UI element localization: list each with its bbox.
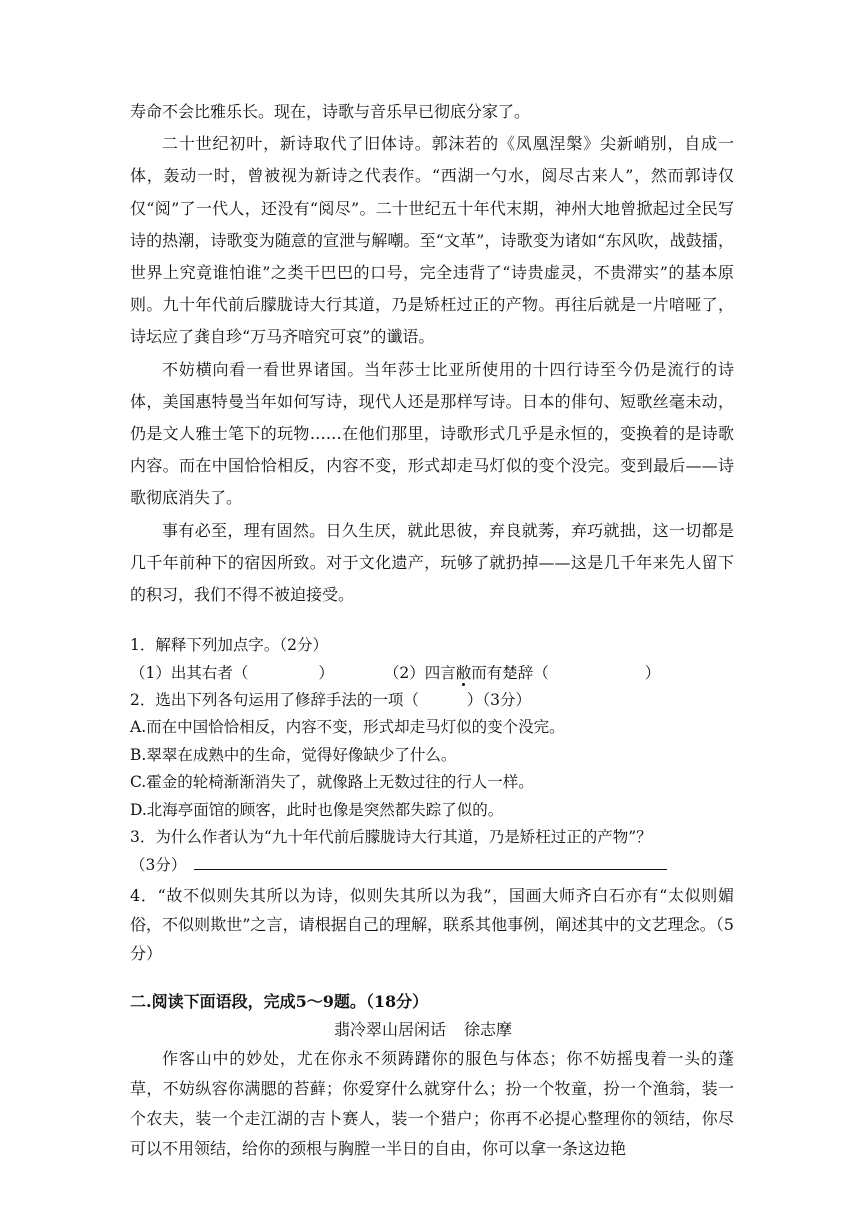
question-4: 4．“故不似则失其所以为诗，似则失其所以为我”，国画大师齐白石亦有“太似则媚俗，不似则欺世”之言，请根据自己的理解，联系其他事例，阐述其中的文艺理念。（5分） (130, 885, 734, 963)
paragraph-3: 不妨横向看一看世界诸国。当年莎士比亚所使用的十四行诗至今仍是流行的诗体，美国惠特曼当年如何写诗，现代人还是那样写诗。日本的俳句、短歌丝毫未动，仍是文人雅士笔下的玩物……在他们那里，诗歌形式几乎是永恒的，变换着的是诗歌内容。而在中国恰恰相反，内容不变，形式却走马灯似的变个没完。变到最后——诗歌彻底消失了。 (130, 359, 734, 508)
document-page (130, 96, 734, 1164)
question-2-score: ）（3分） (466, 691, 531, 710)
paragraph-2: 二十世纪初叶，新诗取代了旧体诗。郭沫若的《凤凰涅槃》尖新峭别，自成一体，轰动一时，曾被视为新诗之代表作。“西湖一勺水，阅尽古来人”，然而郭诗仅仅“阅”了一代人，还没有“阅尽”。二十世纪五十年代末期，神州大地曾掀起过全民写诗的热潮，诗歌变为随意的宣泄与解嘲。至“文革”，诗歌变为诸如“东风吹，战鼓擂，世界上究竟谁怕谁”之类干巴巴的口号，完全违背了“诗贵虚灵，不贵滞实”的基本原则。九十年代前后朦胧诗大行其道，乃是矫枉过正的产物。再往后就是一片喑哑了，诗坛应了龚自珍“万马齐喑究可哀”的谶语。 (130, 134, 734, 347)
option-d: D.北海亭面馆的顾客，此时也像是突然都失踪了似的。 (130, 800, 504, 819)
question-3-score: （3分） (130, 855, 187, 874)
section-2-paragraph: 作客山中的妙处，尤在你永不须踌躇你的服色与体态；你不妨摇曳着一头的蓬草，不妨纵容你满腮的苔藓；你爱穿什么就穿什么；扮一个牧童，扮一个渔翁，装一个农夫，装一个走江湖的吉卜赛人，装一个猎户；你再不必提心整理你的领结，你尽可以不用领结，给你的颈根与胸膛一半日的自由，你可以拿一条这边艳 (130, 1048, 734, 1158)
question-1a-label: （1）出其右者（ (130, 663, 249, 682)
section-2-title: 二.阅读下面语段，完成5～9题。（18分） (130, 991, 429, 1011)
article-title: 翡冷翠山居闲话 (334, 1019, 447, 1039)
paragraph-4: 事有必至，理有固然。日久生厌，就此思彼，弃良就莠，弃巧就拙，这一切都是几千年前种下的宿因所致。对于文化遗产，玩够了就扔掉——这是几千年来先人留下的积习，我们不得不被迫接受。 (130, 520, 734, 605)
question-2-label: 2．选出下列各句运用了修辞手法的一项（ (130, 691, 419, 710)
question-2 (130, 687, 734, 714)
option-a: A.而在中国恰恰相反，内容不变，形式却走马灯似的变个没完。 (130, 718, 565, 737)
article-title-line (130, 1016, 734, 1044)
question-1b-label-cont: 而有楚辞（ (471, 663, 549, 682)
question-3: 3．为什么作者认为“九十年代前后朦胧诗大行其道，乃是矫枉过正的产物”？ (130, 828, 652, 847)
question-1a-close: ） (318, 663, 334, 682)
question-3-answer (130, 852, 734, 879)
question-1: 1．解释下列加点字。（2分） (130, 636, 328, 655)
question-1b-label: （2）四言 (383, 663, 456, 682)
option-c: C.霍金的轮椅渐渐消失了，就像路上无数过往的行人一样。 (130, 773, 534, 792)
article-author: 徐志摩 (464, 1019, 513, 1039)
option-b: B.翠翠在成熟中的生命，觉得好像缺少了什么。 (130, 745, 457, 764)
answer-line[interactable] (194, 855, 667, 870)
emphasis-dot-char: 敝 (455, 663, 472, 682)
question-1-items (130, 660, 734, 687)
question-1b-close: ） (644, 663, 661, 682)
paragraph-1: 寿命不会比雅乐长。现在，诗歌与音乐早已彻底分家了。 (130, 102, 531, 121)
